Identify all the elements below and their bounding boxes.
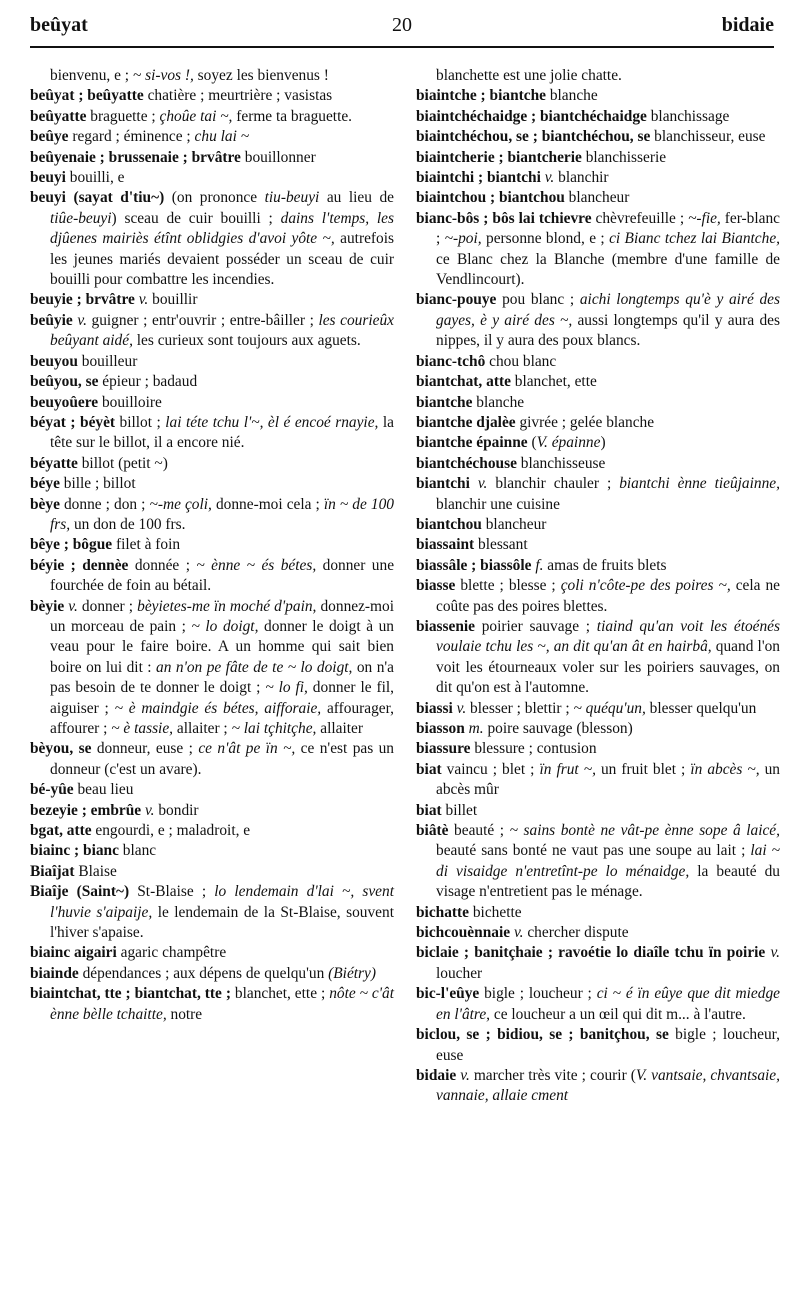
example-italic: ~ è tassie,: [111, 720, 174, 737]
headword: biat: [416, 760, 442, 778]
dictionary-entry: [30, 739, 394, 780]
dictionary-entry: [416, 984, 780, 1025]
headword: bichatte: [416, 903, 470, 921]
definition-text: marcher très vite ; courir (: [469, 1066, 636, 1084]
headword: bèyou, se: [30, 740, 92, 758]
definition-text: épieur ; badaud: [98, 373, 198, 391]
example-italic: çhoûe tai ~,: [159, 107, 233, 125]
dictionary-entry: [416, 760, 780, 801]
definition-text: ) sceau de cuir bouilli ;: [111, 209, 281, 227]
example-italic: les courieûx beûyant aidé,: [50, 311, 394, 350]
definition-text: blesser ; blettir ;: [466, 699, 574, 717]
example-italic: ~ lo fi,: [265, 679, 308, 697]
definition-text: blanche: [472, 393, 525, 411]
example-italic: ~ sains bontè ne vât-pe ènne sope â laicé,: [509, 822, 780, 840]
definition-text: vaincu ; blet ;: [441, 760, 540, 778]
headword: biclou, se ; bidiou, se ; banitçhou, se: [416, 1026, 669, 1044]
headword: biainc ; bianc: [30, 842, 119, 860]
example-italic: v.: [138, 291, 149, 309]
definition-text: ): [600, 434, 606, 452]
dictionary-entry: [416, 127, 780, 147]
dictionary-entry: [416, 474, 780, 515]
headword: biclaie ; banitçhaie ; ravoétie lo diaîle tchu ïn poirie: [416, 944, 766, 962]
dictionary-entry: [416, 86, 780, 106]
dictionary-entry: [416, 413, 780, 433]
entry-continuation: [30, 66, 394, 86]
headword: beuyie ; brvâtre: [30, 291, 135, 309]
example-italic: v.: [544, 169, 555, 187]
definition-text: filet à foin: [112, 536, 181, 554]
example-italic: ïn ~ de 100 frs,: [50, 495, 394, 533]
definition-text: blanchet, ette: [510, 373, 597, 391]
headword: beûyat ; beûyatte: [30, 87, 144, 105]
headword: biaintche ; biantche: [416, 87, 546, 105]
headword: bichcouènnaie: [416, 924, 511, 942]
headword: biantchi: [416, 475, 470, 493]
headword: beûye: [30, 128, 69, 146]
definition-text: ce Blanc chez la Blanche (membre d'une famille de Vendlincourt).: [436, 250, 780, 289]
definition-text: beauté sans bonté ne vaut pas une soupe au lait ;: [436, 842, 751, 860]
example-italic: bèyietes-me ïn moché d'pain,: [137, 597, 317, 615]
headword: bic-l'eûye: [416, 985, 480, 1003]
example-italic: ~ lai tçhitçhe,: [231, 720, 317, 737]
definition-text: blancheur: [564, 189, 630, 207]
definition-text: blanc: [118, 842, 157, 860]
example-italic: biantchi ènne tieûjainne,: [619, 475, 780, 493]
headword: bezeyie ; embrûe: [30, 801, 142, 819]
definition-text: bouilleur: [77, 352, 138, 370]
example-italic: v.: [144, 801, 155, 819]
headword: biassaint: [416, 536, 475, 554]
example-italic: lai ~ di visaidge n'entretînt-pe lo ménaidge,: [436, 842, 781, 880]
definition-text: givrée ; gelée blanche: [515, 413, 655, 431]
definition-text: chou blanc: [485, 352, 557, 370]
example-italic: ci Bianc tchez lai Biantche,: [609, 230, 781, 248]
headword: biantche épainne: [416, 434, 528, 452]
example-italic: ~-fie,: [688, 209, 721, 227]
definition-text: poirier sauvage ;: [475, 617, 597, 635]
definition-text: donneur, euse ;: [91, 740, 199, 758]
headword: biaintcherie ; biantcherie: [416, 148, 582, 166]
headword: beuyi: [30, 169, 66, 187]
definition-text: notre: [166, 1005, 203, 1023]
dictionary-entry: [416, 943, 780, 984]
dictionary-entry: [30, 495, 394, 536]
definition-text: quand l'on voit les étourneaux voler sur les poiriers sauvages, on dit qu'on est à l'automne.: [436, 638, 780, 697]
header-rule: [30, 46, 774, 48]
headword: Biaîjat: [30, 862, 75, 880]
right-column: [416, 66, 780, 1107]
dictionary-entry: [30, 862, 394, 882]
definition-text: blessant: [474, 536, 528, 554]
definition-text: (on prononce: [164, 189, 265, 207]
headword: beûyie: [30, 311, 73, 329]
definition-text: au lieu de: [319, 189, 394, 207]
dictionary-entry: [30, 556, 394, 597]
example-italic: nôte ~ c'ât ènne bèlle tchaitte,: [50, 985, 394, 1023]
dictionary-entry: [416, 188, 780, 208]
definition-text: Blaise: [74, 862, 117, 880]
example-italic: aichi longtemps qu'è y airé des gayes, è y airé des ~,: [436, 291, 780, 329]
example-italic: v.: [477, 475, 488, 493]
definition-text: blanchisseur, euse: [650, 128, 766, 146]
example-italic: tiu-beuyi: [264, 189, 320, 207]
definition-text: dépendances ; aux dépens de quelqu'un: [78, 964, 329, 982]
definition-text: (: [527, 434, 537, 452]
example-italic: ~ lo doigt,: [191, 617, 259, 635]
dictionary-entry: [416, 515, 780, 535]
definition-text: bouillir: [148, 291, 198, 309]
example-italic: tiûe-beuyi: [50, 209, 112, 227]
dictionary-entry: [416, 801, 780, 821]
dictionary-entry: [416, 168, 780, 188]
headword: biaintchéchaidge ; biantchéchaidge: [416, 107, 647, 125]
example-italic: ~-me çoli,: [149, 495, 212, 513]
headword: biantche djalèe: [416, 413, 516, 431]
example-italic: v.: [513, 924, 524, 942]
example-italic: chu lai ~: [194, 128, 250, 146]
definition-text: blanchir une cuisine: [436, 495, 560, 513]
definition-text: amas de fruits blets: [543, 556, 667, 574]
dictionary-entry: [30, 801, 394, 821]
dictionary-entry: [30, 107, 394, 127]
definition-text: guigner ; entr'ouvrir ; entre-bâiller ;: [86, 311, 319, 329]
example-italic: v.: [77, 311, 87, 329]
definition-text: donnée ;: [128, 556, 197, 574]
headword: biaintchou ; biantchou: [416, 189, 565, 207]
definition-text: billot (petit ~): [77, 454, 168, 472]
definition-text: braguette ;: [86, 107, 160, 125]
example-italic: f.: [535, 556, 544, 574]
dictionary-entry: [416, 148, 780, 168]
example-italic: v.: [460, 1066, 470, 1084]
dictionary-entry: [30, 86, 394, 106]
dictionary-entry: [30, 454, 394, 474]
example-italic: ce n'ât pe ïn ~,: [198, 740, 296, 758]
definition-text: bigle ; loucheur ;: [479, 985, 597, 1003]
definition-text: bondir: [154, 801, 199, 819]
dictionary-entry: [416, 556, 780, 576]
dictionary-entry: [30, 841, 394, 861]
headword: bèye: [30, 495, 60, 513]
definition-text: le lendemain de la St-Blaise, souvent l'hiver s'apaise.: [50, 903, 394, 942]
dictionary-entry: [416, 576, 780, 617]
definition-text: affourager, affourer ;: [50, 699, 394, 737]
dictionary-entry: [30, 148, 394, 168]
example-italic: ~-poi,: [444, 230, 482, 248]
headword: biantchou: [416, 515, 482, 533]
definition-text: cela ne coûte pas des poires blettes.: [436, 577, 780, 615]
definition-text: la beauté du visage n'entretient pas le ménage.: [436, 862, 780, 901]
definition-text: blanchissage: [646, 107, 730, 125]
definition-text: donne-moi cela ;: [211, 495, 324, 513]
headword: béyie ; dennèe: [30, 556, 129, 574]
example-italic: v.: [456, 699, 467, 717]
dictionary-entry: [30, 882, 394, 943]
definition-text: pou blanc ;: [496, 291, 580, 309]
example-italic: an n'on pe fâte de te ~ lo doigt,: [156, 658, 353, 676]
headword: bé-yûe: [30, 781, 74, 799]
headword: beûyou, se: [30, 373, 99, 391]
headword: biaintchi ; biantchi: [416, 169, 541, 187]
dictionary-entry: [416, 107, 780, 127]
dictionary-entry: [416, 393, 780, 413]
definition-text: bienvenu, e ;: [50, 67, 133, 84]
example-italic: ~ ènne ~ és bétes,: [196, 556, 317, 574]
dictionary-entry: [416, 290, 780, 351]
example-italic: ~ si-vos !,: [132, 67, 194, 84]
definition-text: chèvrefeuille ;: [591, 209, 689, 227]
example-italic: (Biétry): [328, 964, 376, 982]
definition-text: fer-blanc ;: [436, 209, 780, 248]
dictionary-entry: [30, 474, 394, 494]
dictionary-entry: [30, 311, 394, 352]
headword: beuyi (sayat d'tiu~): [30, 189, 165, 207]
example-italic: lo lendemain d'lai ~, svent l'huvie s'aipaije,: [50, 883, 394, 921]
left-column: [30, 66, 394, 1025]
dictionary-entry: [416, 433, 780, 453]
definition-text: regard ; éminence ;: [68, 128, 195, 146]
headword: biainc aigairi: [30, 944, 117, 962]
definition-text: bille ; billot: [59, 475, 136, 493]
definition-text: donner ;: [77, 597, 138, 615]
dictionary-entry: [30, 964, 394, 984]
dictionary-entry: [30, 393, 394, 413]
dictionary-entry: [416, 821, 780, 903]
dictionary-entry: [416, 372, 780, 392]
definition-text: blette ; blesse ;: [455, 577, 561, 595]
definition-text: un abcès mûr: [436, 760, 780, 799]
definition-text: blanche: [545, 87, 598, 105]
example-italic: V. épainne: [536, 434, 601, 452]
example-italic: ïn abcès ~,: [690, 760, 760, 778]
definition-text: ferme ta braguette.: [232, 107, 353, 125]
example-italic: m.: [468, 720, 484, 737]
definition-text: St-Blaise ;: [129, 883, 215, 901]
dictionary-entry: [416, 719, 780, 739]
page-header: [30, 14, 774, 44]
definition-text: donner une fourchée de foin au bétail.: [50, 556, 395, 595]
dictionary-entry: [416, 617, 780, 699]
definition-text: blanchisseuse: [516, 454, 606, 472]
headword: beuyoûere: [30, 393, 99, 411]
dictionary-entry: [30, 943, 394, 963]
dictionary-entry: [30, 372, 394, 392]
dictionary-entry: [30, 127, 394, 147]
dictionary-entry: [30, 780, 394, 800]
headword: biat: [416, 801, 442, 819]
dictionary-entry: [416, 903, 780, 923]
definition-text: billot ;: [115, 413, 166, 431]
example-italic: dains l'temps, les djûenes mairiès étînt oblidgies d'avoi yôte ~,: [50, 209, 395, 248]
definition-text: [470, 475, 478, 492]
definition-text: engourdi, e ; maladroit, e: [91, 822, 251, 840]
definition-text: allaiter: [316, 720, 363, 737]
headword: béye: [30, 475, 60, 493]
dictionary-entry: [30, 597, 394, 740]
definition-text: un don de 100 frs.: [70, 515, 186, 533]
dictionary-entry: [416, 209, 780, 291]
definition-text: la tête sur le billot, il a encore nié.: [50, 413, 394, 452]
definition-text: un fruit blet ;: [595, 760, 691, 778]
dictionary-entry: [30, 984, 394, 1025]
definition-text: blessure ; contusion: [470, 740, 597, 758]
dictionary-entry: [30, 290, 394, 310]
headword: bgat, atte: [30, 822, 92, 840]
headword: bianc-tchô: [416, 352, 486, 370]
dictionary-entry: [416, 1066, 780, 1107]
definition-text: donne ; don ;: [59, 495, 150, 513]
headword: biassi: [416, 699, 453, 717]
definition-text: loucher: [436, 964, 483, 982]
headword: bianc-pouye: [416, 291, 497, 309]
headword: beûyenaie ; brussenaie ; brvâtre: [30, 148, 241, 166]
example-italic: lai téte tchu l'~, èl é encoé rnayie,: [165, 413, 379, 431]
dictionary-entry: [30, 821, 394, 841]
definition-text: donnez-moi un morceau de pain ;: [50, 597, 394, 635]
headword: biaintchéchou, se ; biantchéchou, se: [416, 128, 651, 146]
dictionary-entry: [416, 1025, 780, 1066]
dictionary-entry: [416, 739, 780, 759]
headword: biasse: [416, 577, 456, 595]
headword: biainde: [30, 964, 79, 982]
dictionary-entry: [416, 535, 780, 555]
definition-text: donner le doigt à un veau pour le faire boire. A un homme qui sait bien boire on lui dit :: [50, 617, 394, 676]
headword: bianc-bôs ; bôs lai tchievre: [416, 209, 592, 227]
example-italic: ~ quéqu'un,: [573, 699, 646, 717]
definition-text: blanchir chauler ;: [487, 475, 620, 493]
example-italic: tiaind qu'an voit les étoénés voulaie tchu les ~, an dit qu'an ât en hairbâ,: [436, 617, 781, 656]
example-italic: V. vantsaie, chvantsaie, vannaie, allaie cment: [436, 1066, 780, 1105]
headword: biantchéchouse: [416, 454, 517, 472]
headword: biassâle ; biassôle: [416, 556, 532, 574]
definition-text: ce n'est pas un donneur (c'est un avare).: [50, 740, 395, 778]
definition-text: les curieux sont toujours aux aguets.: [132, 332, 361, 350]
definition-text: bigle ; loucheur, euse: [436, 1026, 780, 1064]
definition-text: on n'a pas besoin de te donner le doigt ;: [50, 658, 394, 697]
definition-text: bouilli, e: [65, 169, 125, 187]
headword: bèyie: [30, 597, 65, 615]
dictionary-entry: [30, 168, 394, 188]
dictionary-entry: [30, 188, 394, 290]
dictionary-entry: [416, 923, 780, 943]
headword: biasson: [416, 720, 465, 737]
headword: béyat ; béyèt: [30, 413, 116, 431]
example-italic: ~ è maindgie és bétes, aifforaie,: [114, 699, 322, 717]
definition-text: chatière ; meurtrière ; vasistas: [143, 87, 333, 105]
definition-text: bichette: [469, 903, 522, 921]
definition-text: poire sauvage (blesson): [483, 720, 633, 737]
header-left-guide-word: beûyat: [30, 14, 88, 36]
headword: beûyatte: [30, 107, 87, 125]
example-italic: çoli n'côte-pe des poires ~,: [560, 577, 731, 595]
example-italic: ci ~ é ïn eûye que dit miedge en l'âtre,: [436, 985, 780, 1023]
definition-text: billet: [441, 801, 478, 819]
definition-text: blancheur: [481, 515, 547, 533]
headword: beuyou: [30, 352, 78, 370]
entry-continuation: [416, 66, 780, 86]
definition-text: autrefois les jeunes mariés devaient posséder un sceau de cuir bouilli pour combattre les incendies.: [50, 230, 394, 289]
headword: biâtè: [416, 822, 449, 840]
definition-text: ce loucheur a un œil qui dit m... à l'autre.: [490, 1005, 746, 1023]
headword: biassenie: [416, 617, 476, 635]
headword: Biaîje (Saint~): [30, 883, 130, 901]
headword: biassure: [416, 740, 471, 758]
headword: bidaie: [416, 1066, 457, 1084]
definition-text: allaiter ;: [173, 720, 232, 737]
definition-text: chercher dispute: [523, 924, 629, 942]
dictionary-entry: [416, 352, 780, 372]
dictionary-entry: [416, 699, 780, 719]
header-right-guide-word: bidaie: [721, 14, 774, 36]
dictionary-entry: [30, 535, 394, 555]
headword: biantchat, atte: [416, 373, 511, 391]
definition-text: blanchisserie: [581, 148, 667, 166]
definition-text: blanchir: [554, 169, 609, 187]
page-number: 20: [392, 14, 412, 36]
example-italic: ïn frut ~,: [539, 760, 596, 778]
definition-text: blanchette est une jolie chatte.: [436, 67, 622, 84]
definition-text: donner le fil, aiguiser ;: [50, 679, 394, 717]
headword: bêye ; bôgue: [30, 536, 113, 554]
definition-text: blesser quelqu'un: [645, 699, 757, 717]
definition-text: bouilloire: [98, 393, 162, 411]
definition-text: beau lieu: [73, 781, 134, 799]
definition-text: agaric champêtre: [116, 944, 227, 962]
example-italic: v.: [68, 597, 78, 615]
example-italic: v.: [770, 944, 780, 962]
dictionary-entry: [30, 352, 394, 372]
definition-text: personne blond, e ;: [481, 230, 610, 248]
definition-text: bouillonner: [240, 148, 316, 166]
headword: biaintchat, tte ; biantchat, tte ;: [30, 985, 231, 1003]
dictionary-entry: [416, 454, 780, 474]
headword: béyatte: [30, 454, 78, 472]
definition-text: beauté ;: [448, 822, 510, 840]
dictionary-entry: [30, 413, 394, 454]
definition-text: soyez les bienvenus !: [193, 67, 329, 84]
headword: biantche: [416, 393, 473, 411]
definition-text: aussi longtemps qu'il y aura des nippes, il y aura des poux blancs.: [436, 311, 780, 350]
definition-text: blanchet, ette ;: [230, 985, 330, 1003]
